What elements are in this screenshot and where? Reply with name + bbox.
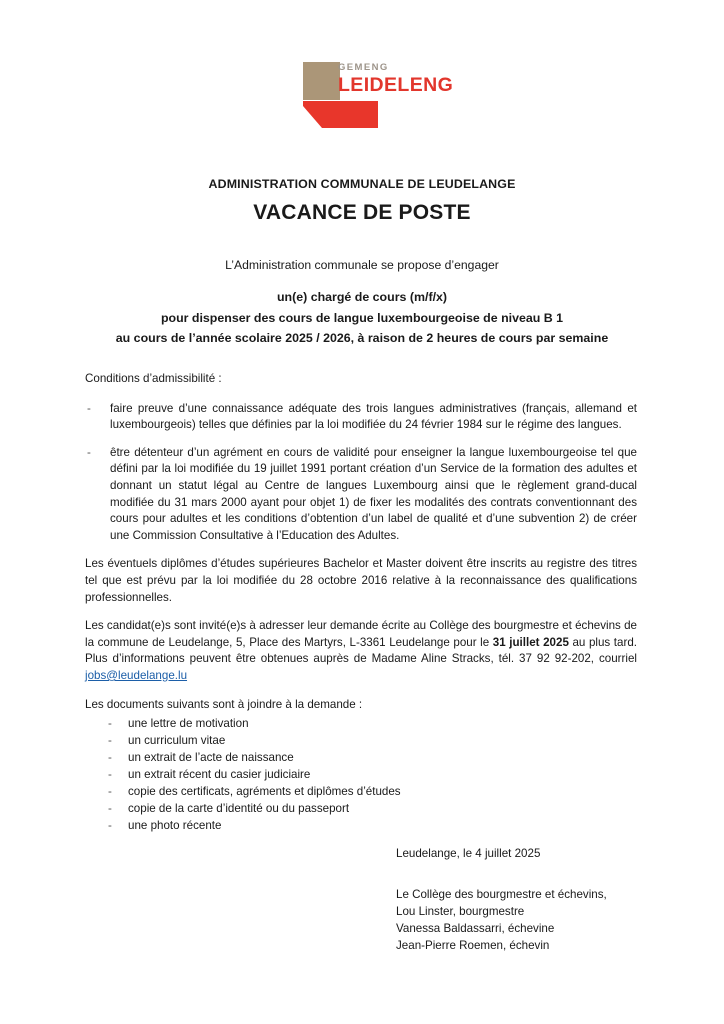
conditions-list: [85, 401, 637, 545]
municipality-logo: [302, 60, 482, 138]
application-paragraph: [85, 618, 637, 684]
signature-name-line: Vanessa Baldassarri, échevine: [396, 922, 555, 935]
dash-bullet-icon: -: [108, 802, 112, 816]
post-line-1: un(e) chargé de cours (m/f/x): [276, 290, 448, 304]
document-item: [85, 817, 637, 834]
document-item-text: une lettre de motivation: [128, 717, 249, 731]
dash-bullet-icon: -: [108, 751, 112, 765]
document-item-text: une photo récente: [128, 819, 222, 833]
logo-leideleng-text: LEIDELENG: [338, 73, 454, 96]
condition-item-text: faire preuve d’une connaissance adéquate des trois langues administratives (français, allemand et luxembourgeois) telles que définies par la loi modifiée du 24 février 1984 sur le régime des langues.: [110, 401, 637, 432]
document-item: [85, 783, 637, 800]
contact-email-link[interactable]: jobs@leudelange.lu: [85, 668, 188, 682]
document-item: [85, 715, 637, 732]
diploma-paragraph: Les éventuels diplômes d’études supérieures Bachelor et Master doivent être inscrits au registre des titres tel que est prévu par la loi modifiée du 28 octobre 2016 relative à la reconnaissance des qualifications professionnelles.: [85, 557, 637, 604]
document-item: [85, 800, 637, 817]
administration-heading: ADMINISTRATION COMMUNALE DE LEUDELANGE: [208, 177, 516, 191]
page-title: VACANCE DE POSTE: [253, 201, 471, 224]
intro-line: L’Administration communale se propose d’engager: [225, 258, 499, 272]
documents-list: [85, 715, 637, 834]
document-item-text: un extrait récent du casier judiciaire: [128, 768, 311, 782]
post-description: [0, 287, 724, 349]
dash-bullet-icon: -: [87, 401, 91, 415]
logo-wordmark: [338, 63, 453, 95]
condition-item-text: être détenteur d’un agrément en cours de validité pour enseigner la langue luxembourgeoise tel que défini par la loi modifiée du 19 juillet 1991 portant création d’un Service de la formation des adultes et donnant un statut légal au Centre de langues Luxembourg ainsi que le règlement grand-ducal modifiée du 31 mars 2000 ayant pour objet 1) de fixer les modalités des contrats conventionnant des cours pour adultes et les conditions d’obtention d’un label de qualité et d’une subvention 2) de créer une Commission Consultative à l’Education des Adultes.: [110, 445, 637, 542]
application-text-part2: au plus tard. Plus d’informations peuvent être obtenues auprès de Madame Aline Stracks, tél. 37 92 92-202, courriel: [85, 635, 638, 666]
signature-names: [396, 886, 607, 954]
signature-name-line: Jean-Pierre Roemen, échevin: [396, 939, 550, 952]
dash-bullet-icon: -: [108, 785, 112, 799]
conditions-heading: Conditions d’admissibilité :: [85, 372, 222, 385]
condition-item: [85, 401, 637, 434]
dash-bullet-icon: -: [108, 819, 112, 833]
post-line-3: au cours de l’année scolaire 2025 / 2026, à raison de 2 heures de cours par semaine: [115, 331, 609, 345]
dash-bullet-icon: -: [108, 734, 112, 748]
signature-name-line: Lou Linster, bourgmestre: [396, 905, 525, 918]
signature-date: Leudelange, le 4 juillet 2025: [396, 847, 541, 860]
condition-item: [85, 445, 637, 545]
application-text-part1: Les candidat(e)s sont invité(e)s à adresser leur demande écrite au Collège des bourgmestre et échevins de la commune de Leudelange, 5, Place des Martyrs, L-3361 Leudelange pour le: [85, 619, 637, 649]
document-item-text: copie des certificats, agréments et diplômes d’études: [128, 785, 401, 799]
body-content: [85, 371, 637, 834]
document-item: [85, 732, 637, 749]
document-item: [85, 766, 637, 783]
document-item-text: un curriculum vitae: [128, 734, 226, 748]
signature-name-line: Le Collège des bourgmestre et échevins,: [396, 888, 607, 901]
document-item-text: copie de la carte d’identité ou du passeport: [128, 802, 350, 816]
post-line-2: pour dispenser des cours de langue luxembourgeoise de niveau B 1: [160, 310, 564, 325]
dash-bullet-icon: -: [108, 717, 112, 731]
document-item: [85, 749, 637, 766]
document-item-text: un extrait de l’acte de naissance: [128, 751, 294, 765]
dash-bullet-icon: -: [87, 445, 91, 459]
signature-block: [396, 845, 607, 954]
dash-bullet-icon: -: [108, 768, 112, 782]
application-deadline: 31 juillet 2025: [492, 635, 569, 649]
documents-heading: Les documents suivants sont à joindre à la demande :: [85, 697, 363, 711]
logo-gemeng-text: GEMENG: [338, 62, 389, 73]
